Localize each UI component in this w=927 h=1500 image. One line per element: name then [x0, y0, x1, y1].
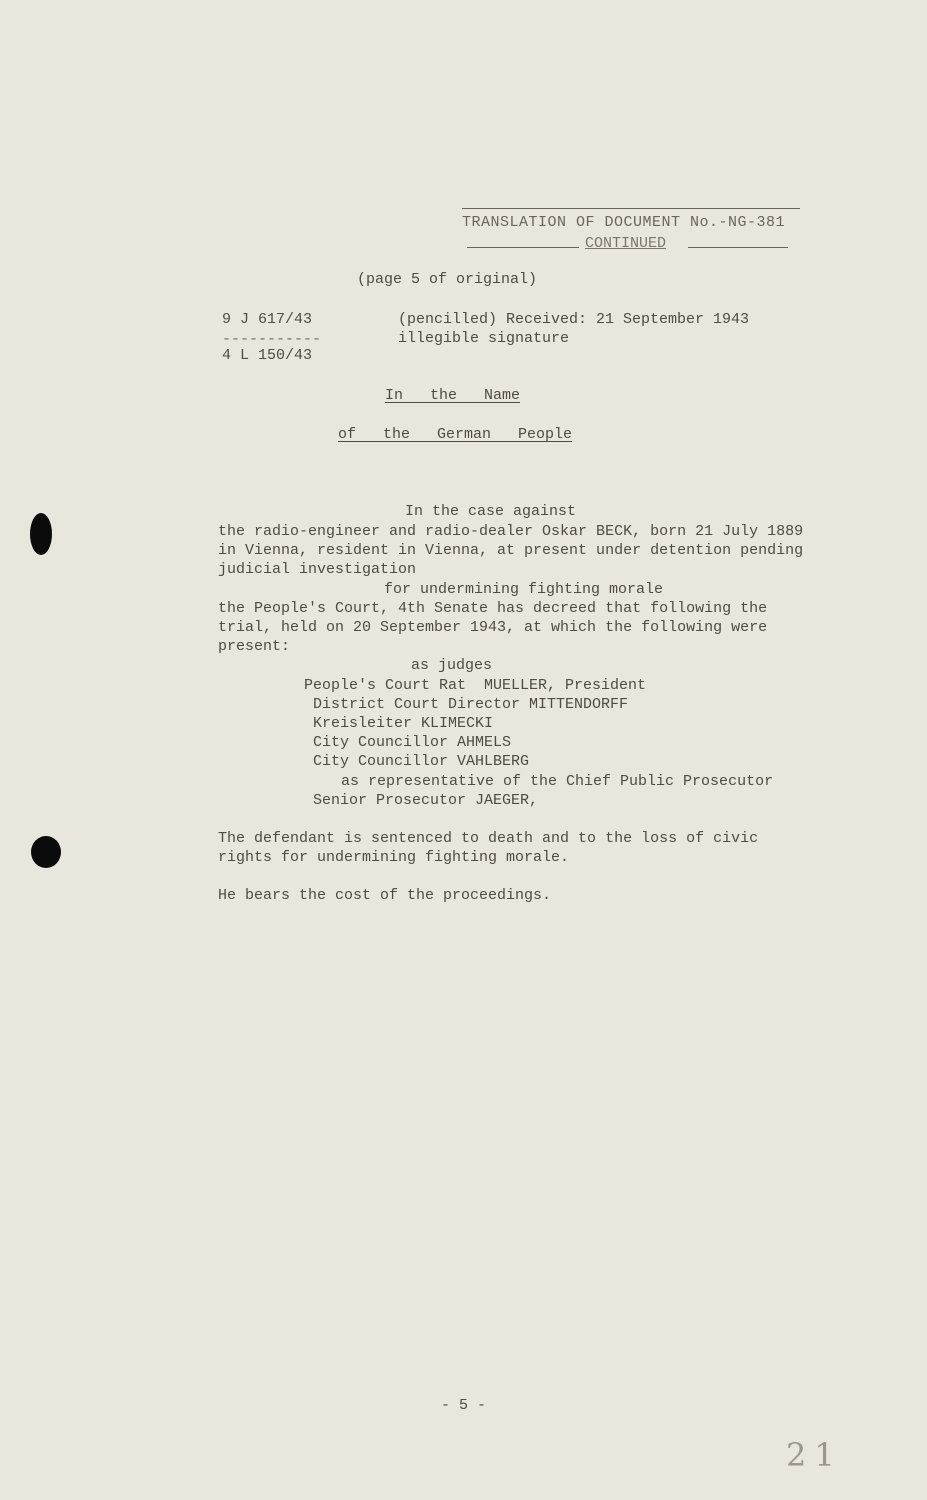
present-line-1: as judges	[411, 657, 493, 674]
heading-line-1: In the Name	[385, 387, 521, 404]
received-stamp-line: (pencilled) Received: 21 September 1943	[398, 311, 750, 328]
verdict-line-2: rights for undermining fighting morale.	[218, 849, 570, 866]
handwritten-page-number: 21	[786, 1436, 843, 1474]
body-line-8: present:	[218, 638, 291, 655]
present-line-2: People's Court Rat MUELLER, President	[304, 677, 647, 694]
present-line-5: City Councillor AHMELS	[313, 734, 512, 751]
punch-hole-bottom	[31, 836, 61, 868]
continued-label: CONTINUED	[585, 235, 667, 252]
header-rule-right	[688, 247, 788, 248]
translation-header: TRANSLATION OF DOCUMENT No.-NG-381	[462, 214, 786, 231]
body-line-7: trial, held on 20 September 1943, at which the following were	[218, 619, 768, 636]
body-line-5: for undermining fighting morale	[384, 581, 664, 598]
body-line-6: the People's Court, 4th Senate has decreed that following the	[218, 600, 768, 617]
present-line-6: City Councillor VAHLBERG	[313, 753, 530, 770]
verdict-line-1: The defendant is sentenced to death and to the loss of civic	[218, 830, 759, 847]
page-of-original-note: (page 5 of original)	[357, 271, 538, 288]
body-line-3: in Vienna, resident in Vienna, at present under detention pending	[218, 542, 804, 559]
body-line-4: judicial investigation	[218, 561, 417, 578]
present-line-8: Senior Prosecutor JAEGER,	[313, 792, 539, 809]
present-line-4: Kreisleiter KLIMECKI	[313, 715, 494, 732]
file-reference-1: 9 J 617/43	[222, 311, 313, 328]
costs-line: He bears the cost of the proceedings.	[218, 887, 552, 904]
body-line-1: In the case against	[405, 503, 577, 520]
heading-line-2: of the German People	[338, 426, 573, 443]
illegible-signature-note: illegible signature	[398, 330, 570, 347]
header-rule-top	[462, 208, 800, 209]
file-reference-separator: -----------	[222, 331, 322, 348]
file-reference-2: 4 L 150/43	[222, 347, 313, 364]
present-line-3: District Court Director MITTENDORFF	[313, 696, 629, 713]
punch-hole-top	[30, 513, 52, 555]
present-line-7: as representative of the Chief Public Prosecutor	[341, 773, 774, 790]
page-number: - 5 -	[441, 1397, 487, 1414]
body-line-2: the radio-engineer and radio-dealer Oskar BECK, born 21 July 1889	[218, 523, 804, 540]
header-rule-left	[467, 247, 579, 248]
